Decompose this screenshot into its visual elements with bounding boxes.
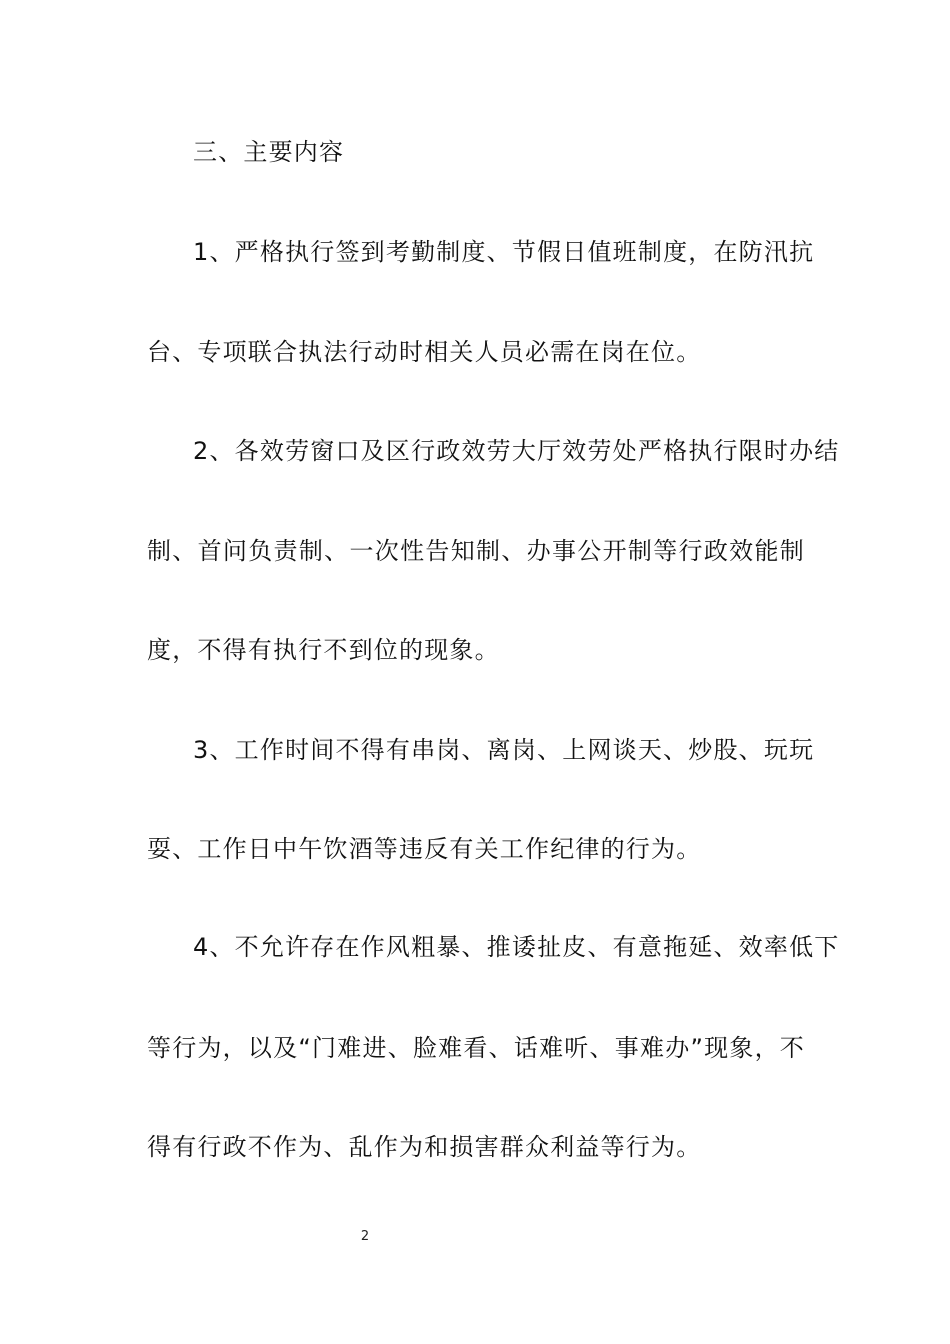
item-2-line-1: 2、各效劳窗口及区行政效劳大厅效劳处严格执行限时办结 xyxy=(193,437,840,465)
item-4-line-3: 得有行政不作为、乱作为和损害群众利益等行为。 xyxy=(147,1133,702,1161)
item-3-line-1: 3、工作时间不得有串岗、离岗、上网谈天、炒股、玩玩 xyxy=(193,736,815,764)
item-1-line-1: 1、严格执行签到考勤制度、节假日值班制度，在防汛抗 xyxy=(193,238,815,266)
item-2-line-2: 制、首问负责制、一次性告知制、办事公开制等行政效能制 xyxy=(147,537,805,565)
page-number: 2 xyxy=(360,1229,370,1244)
item-1-line-2: 台、专项联合执法行动时相关人员必需在岗在位。 xyxy=(147,338,702,366)
item-4-line-1: 4、不允许存在作风粗暴、推诿扯皮、有意拖延、效率低下 xyxy=(193,933,840,961)
item-2-line-3: 度，不得有执行不到位的现象。 xyxy=(147,636,500,664)
item-4-line-2: 等行为，以及“门难进、脸难看、话难听、事难办”现象，不 xyxy=(147,1034,805,1062)
item-3-line-2: 耍、工作日中午饮酒等违反有关工作纪律的行为。 xyxy=(147,835,702,863)
section-title: 三、主要内容 xyxy=(193,138,345,166)
